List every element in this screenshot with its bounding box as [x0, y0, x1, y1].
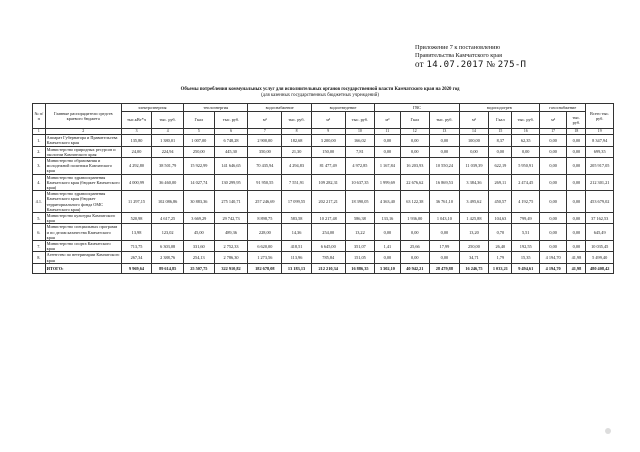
row-value: 0,00 [512, 146, 539, 157]
row-value: 0,00 [375, 252, 400, 263]
row-value: 102 086,86 [152, 191, 184, 213]
column-number: 16 [512, 129, 539, 135]
row-value: 14,36 [282, 224, 312, 241]
total-value: 212 210,34 [311, 263, 345, 273]
row-value: 3 384,36 [459, 174, 489, 191]
row-value: 450,57 [489, 191, 512, 213]
header-group: водоотведение [311, 104, 374, 112]
column-number: 10 [345, 129, 375, 135]
total-value: 3 302,10 [375, 263, 400, 273]
approval-number: 275-П [497, 60, 527, 71]
row-value: 1 167,84 [375, 158, 400, 175]
total-value: 4 194,70 [539, 263, 566, 273]
row-value: 205 917,05 [586, 158, 614, 175]
approval-line-2: Правительства Камчатского края [415, 51, 502, 59]
row-value: 0,00 [567, 135, 586, 146]
table-row [33, 241, 614, 252]
row-value: 22 676,62 [400, 174, 430, 191]
row-value: 91 950,55 [248, 174, 282, 191]
row-value: 63 122,38 [400, 191, 430, 213]
row-value: 0,00 [489, 146, 512, 157]
row-value: 0,00 [400, 146, 430, 157]
table-body [33, 129, 614, 274]
row-value: 17,99 [430, 241, 460, 252]
row-value: 0,00 [539, 241, 566, 252]
table-row [33, 135, 614, 146]
row-value: 0,00 [400, 224, 430, 241]
row-value: 0,00 [430, 252, 460, 263]
row-value: 13,22 [345, 224, 375, 241]
row-value: 70 435,94 [248, 158, 282, 175]
row-value: 16 869,53 [430, 174, 460, 191]
row-value: 26,40 [489, 241, 512, 252]
number-label: № [486, 59, 496, 70]
row-value: 4 000,99 [121, 174, 152, 191]
row-value: 445,30 [214, 146, 248, 157]
row-value: 0,00 [375, 135, 400, 146]
row-value: 0,00 [539, 213, 566, 224]
row-value: 25,66 [400, 241, 430, 252]
row-value: 622,19 [489, 158, 512, 175]
row-value: 254,13 [184, 252, 215, 263]
row-value: 6 645,00 [311, 241, 345, 252]
row-value: 10 217,48 [311, 213, 345, 224]
row-value: 15 922,99 [184, 158, 215, 175]
row-value: 123,02 [152, 224, 184, 241]
row-value: 8,37 [489, 135, 512, 146]
row-number: 4. [33, 174, 46, 191]
approval-block [415, 44, 526, 70]
column-number: 19 [586, 129, 614, 135]
row-value: 29 742,73 [214, 213, 248, 224]
row-value: 36 761,10 [430, 191, 460, 213]
total-value: 13 183,13 [282, 263, 312, 273]
row-value: 150,00 [311, 146, 345, 157]
total-value: 25 507,75 [184, 263, 215, 273]
row-value: 6 303,08 [152, 241, 184, 252]
row-value: 7 551,91 [282, 174, 312, 191]
row-value: 489,36 [214, 224, 248, 241]
column-number: 14 [459, 129, 489, 135]
row-value: 202 217,21 [311, 191, 345, 213]
row-name: Министерство культуры Камчатского края [45, 213, 121, 224]
row-value: 0,00 [430, 135, 460, 146]
row-value: 13,20 [459, 224, 489, 241]
row-value: 10 637,35 [345, 174, 375, 191]
total-value: 322 910,82 [214, 263, 248, 273]
total-label: ИТОГО: [45, 263, 121, 273]
column-number: 1 [33, 129, 46, 135]
row-value: 0,00 [430, 146, 460, 157]
column-number: 7 [248, 129, 282, 135]
unit-cell: м³ [248, 112, 282, 129]
unit-cell: м³ [375, 112, 400, 129]
row-value: 38 501,79 [152, 158, 184, 175]
row-value: 250,00 [459, 241, 489, 252]
row-name: Министерство образования и молодежной политики Камчатского края [45, 158, 121, 175]
row-value: 2 474,45 [512, 174, 539, 191]
row-value: 135,80 [121, 135, 152, 146]
row-value: 151,05 [345, 252, 375, 263]
row-value: 4 292,80 [121, 158, 152, 175]
title-line-2: (для казенных государственных бюджетных учреждений) [261, 93, 379, 98]
row-value: 100,00 [459, 135, 489, 146]
row-value: 212 301,21 [586, 174, 614, 191]
unit-cell: м³ [539, 112, 566, 129]
header-group: электроэнергия [121, 104, 183, 112]
unit-cell: тыс. руб. [430, 112, 460, 129]
row-value: 36 460,00 [152, 174, 184, 191]
row-value: 1 273,56 [248, 252, 282, 263]
total-value: 1 033,21 [489, 263, 512, 273]
row-value: 699,35 [586, 146, 614, 157]
unit-cell: тыс. руб. [214, 112, 248, 129]
column-number: 5 [184, 129, 215, 135]
header-total: Всего тыс. руб. [586, 104, 614, 129]
row-value: 0,00 [539, 146, 566, 157]
unit-cell: Гкал [184, 112, 215, 129]
row-value: 7,81 [345, 146, 375, 157]
column-number: 15 [489, 129, 512, 135]
header-group: газоснабжение [539, 104, 585, 112]
row-value: 4 972,85 [345, 158, 375, 175]
row-name: Министерство природных ресурсов и экологии Камчатского края [45, 146, 121, 157]
header-row-groups [33, 104, 614, 112]
column-number: 13 [430, 129, 460, 135]
row-value: 133,16 [375, 213, 400, 224]
row-value: 0,00 [459, 146, 489, 157]
row-value: 5 950,91 [512, 158, 539, 175]
row-value: 4 192,75 [512, 191, 539, 213]
total-value: 182 678,08 [248, 263, 282, 273]
row-value: 6 748,28 [214, 135, 248, 146]
table-row [33, 224, 614, 241]
row-value: 0,00 [567, 224, 586, 241]
row-value: 275 140,71 [214, 191, 248, 213]
row-value: 1 043,10 [430, 213, 460, 224]
row-number: 2. [33, 146, 46, 157]
column-number: 17 [539, 129, 566, 135]
row-value: 18 390,05 [345, 191, 375, 213]
column-number: 6 [214, 129, 248, 135]
row-value: 0,70 [489, 224, 512, 241]
row-value: 0,00 [400, 252, 430, 263]
row-value: 1 425,88 [459, 213, 489, 224]
header-name: Главные распорядители средств краевого бюджета [45, 104, 121, 129]
row-number: 5. [33, 213, 46, 224]
header-no: № п/п [33, 104, 46, 129]
row-name: Министерство специальных программ и по делам казачества Камчатского края [45, 224, 121, 241]
row-value: 645,49 [586, 224, 614, 241]
row-value: 11 297,15 [121, 191, 152, 213]
unit-cell: м³ [311, 112, 345, 129]
row-name: Министерство спорта Камчатского края [45, 241, 121, 252]
approval-date-line [415, 61, 526, 70]
row-value: 269,11 [489, 174, 512, 191]
row-value: 1 936,00 [400, 213, 430, 224]
column-number: 9 [311, 129, 345, 135]
row-value: 130 299,95 [214, 174, 248, 191]
total-value: 40 942,21 [400, 263, 430, 273]
total-value: 480 408,42 [586, 263, 614, 273]
total-number [33, 263, 46, 273]
date-prefix: от [415, 59, 424, 70]
row-value: 4 363,40 [375, 191, 400, 213]
row-value: 0,00 [567, 213, 586, 224]
consumption-table [32, 103, 614, 274]
column-number: 2 [45, 129, 121, 135]
row-value: 250,00 [184, 146, 215, 157]
total-value: 16 886,35 [345, 263, 375, 273]
scan-dot [605, 428, 611, 434]
unit-cell: тыс. руб. [345, 112, 375, 129]
unit-cell: тыс. руб. [512, 112, 539, 129]
row-value: 1 007,00 [184, 135, 215, 146]
row-value: 3 200,00 [311, 135, 345, 146]
row-value: 350,00 [248, 146, 282, 157]
row-value: 0,00 [567, 146, 586, 157]
approval-line-1: Приложение 7 к постановлению [415, 44, 501, 51]
row-value: 21,30 [282, 146, 312, 157]
total-value: 16 246,75 [459, 263, 489, 273]
row-value: 583,58 [282, 213, 312, 224]
row-value: 785,84 [311, 252, 345, 263]
row-value: 2 900,00 [248, 135, 282, 146]
table-row [33, 191, 614, 213]
row-value: 4 294,83 [282, 158, 312, 175]
row-value: 182,68 [282, 135, 312, 146]
row-value: 17 099,55 [282, 191, 312, 213]
table-row [33, 213, 614, 224]
table-row [33, 146, 614, 157]
column-number: 3 [121, 129, 152, 135]
row-value: 141 646,65 [214, 158, 248, 175]
row-value: 267,34 [121, 252, 152, 263]
column-number: 18 [567, 129, 586, 135]
row-value: 5 499,40 [586, 252, 614, 263]
row-value: 166,02 [345, 135, 375, 146]
row-value: 113,96 [282, 252, 312, 263]
total-value: 9 969,64 [121, 263, 152, 273]
header-group: водоподогрев [459, 104, 539, 112]
row-value: 0,00 [539, 174, 566, 191]
row-number: 7. [33, 241, 46, 252]
row-value: 0,00 [539, 224, 566, 241]
row-value: 192,55 [512, 241, 539, 252]
row-value: 10 035,45 [586, 241, 614, 252]
unit-cell: тыс. руб. [152, 112, 184, 129]
row-name: Министерство здравоохранения Камчатского края (бюджет территориального фонда ОМС Камчатского края) [45, 191, 121, 213]
total-value: 89 614,85 [152, 263, 184, 273]
total-value: 41,98 [567, 263, 586, 273]
row-value: 81 477,49 [311, 158, 345, 175]
unit-cell: тыс. руб. [282, 112, 312, 129]
row-value: 331,60 [184, 241, 215, 252]
row-value: 16 203,93 [400, 158, 430, 175]
row-value: 1 999,69 [375, 174, 400, 191]
row-value: 2 752,33 [214, 241, 248, 252]
row-number: 8. [33, 252, 46, 263]
row-value: 2 388,76 [152, 252, 184, 263]
unit-cell: тыс.кВт*ч [121, 112, 152, 129]
row-value: 0,00 [539, 191, 566, 213]
row-value: 3 495,62 [459, 191, 489, 213]
row-number: 6. [33, 224, 46, 241]
row-value: 224,94 [152, 146, 184, 157]
row-value: 34,71 [459, 252, 489, 263]
row-value: 10 550,24 [430, 158, 460, 175]
row-value: 1,41 [375, 241, 400, 252]
row-value: 586,38 [345, 213, 375, 224]
row-value: 520,98 [121, 213, 152, 224]
header-group: теплоэнергия [184, 104, 248, 112]
row-name: Агентство по ветеринарии Камчатского края [46, 252, 120, 263]
row-value: 1,79 [489, 252, 512, 263]
row-value: 24,00 [121, 146, 152, 157]
column-number: 12 [400, 129, 430, 135]
unit-cell: м³ [459, 112, 489, 129]
row-value: 30 883,36 [184, 191, 215, 213]
row-value: 11 039,39 [459, 158, 489, 175]
total-value: 28 479,88 [430, 263, 460, 273]
row-value: 45,00 [184, 224, 215, 241]
row-value: 15,35 [512, 252, 539, 263]
row-value: 62,35 [512, 135, 539, 146]
table-row [33, 174, 614, 191]
row-number: 4.1. [33, 191, 46, 213]
row-value: 418,51 [282, 241, 312, 252]
title-line-1: Объемы потребления коммунальных услуг для исполнительных органов государственной власти Камчатского края на 2020 год [180, 87, 460, 92]
header-group: водоснабжение [248, 104, 311, 112]
row-value: 254,00 [311, 224, 345, 241]
column-number: 4 [152, 129, 184, 135]
row-number: 1. [33, 135, 46, 146]
row-value: 228,00 [248, 224, 282, 241]
row-value: 6 620,00 [248, 241, 282, 252]
document-title [0, 87, 640, 99]
row-value: 0,00 [567, 174, 586, 191]
row-value: 0,00 [567, 241, 586, 252]
table-row [33, 158, 614, 175]
row-value: 8 347,94 [586, 135, 614, 146]
row-value: 0,00 [430, 224, 460, 241]
row-value: 0,00 [539, 135, 566, 146]
unit-cell: тыс. руб. [567, 112, 586, 129]
row-value: 0,00 [375, 146, 400, 157]
row-name: Министерство здравоохранения Камчатского края (бюджет Камчатского края) [46, 174, 120, 191]
header-group: ГВС [375, 104, 459, 112]
unit-cell: Гкал [489, 112, 512, 129]
row-value: 0,00 [400, 135, 430, 146]
row-value: 14 027,74 [184, 174, 215, 191]
table-row [33, 252, 614, 263]
unit-cell: Гкал [400, 112, 430, 129]
row-value: 453 679,02 [586, 191, 614, 213]
row-value: 2 786,30 [214, 252, 248, 263]
row-value: 1 380,01 [152, 135, 184, 146]
row-value: 0,00 [539, 158, 566, 175]
total-row [33, 263, 614, 273]
total-value: 9 494,61 [512, 263, 539, 273]
row-number: 3. [33, 158, 46, 175]
row-value: 0,00 [375, 224, 400, 241]
row-value: 3 669,29 [184, 213, 215, 224]
row-value: 13,98 [121, 224, 152, 241]
row-value: 257 246,69 [248, 191, 282, 213]
row-value: 37 162,53 [586, 213, 614, 224]
row-value: 0,00 [567, 158, 586, 175]
row-value: 351,07 [345, 241, 375, 252]
row-value: 41,98 [567, 252, 586, 263]
row-value: 713,75 [121, 241, 152, 252]
row-value: 799,49 [512, 213, 539, 224]
approval-date: 14.07.2017 [426, 60, 484, 71]
row-name: Аппарат Губернатора и Правительства Камчатского края [45, 135, 121, 146]
row-value: 109 282,31 [311, 174, 345, 191]
column-number: 8 [282, 129, 312, 135]
row-value: 5,51 [512, 224, 539, 241]
row-value: 4 617,25 [152, 213, 184, 224]
row-value: 4 194,70 [539, 252, 566, 263]
row-value: 8 898,75 [248, 213, 282, 224]
row-value: 104,63 [489, 213, 512, 224]
row-value: 0,00 [567, 191, 586, 213]
column-number: 11 [375, 129, 400, 135]
